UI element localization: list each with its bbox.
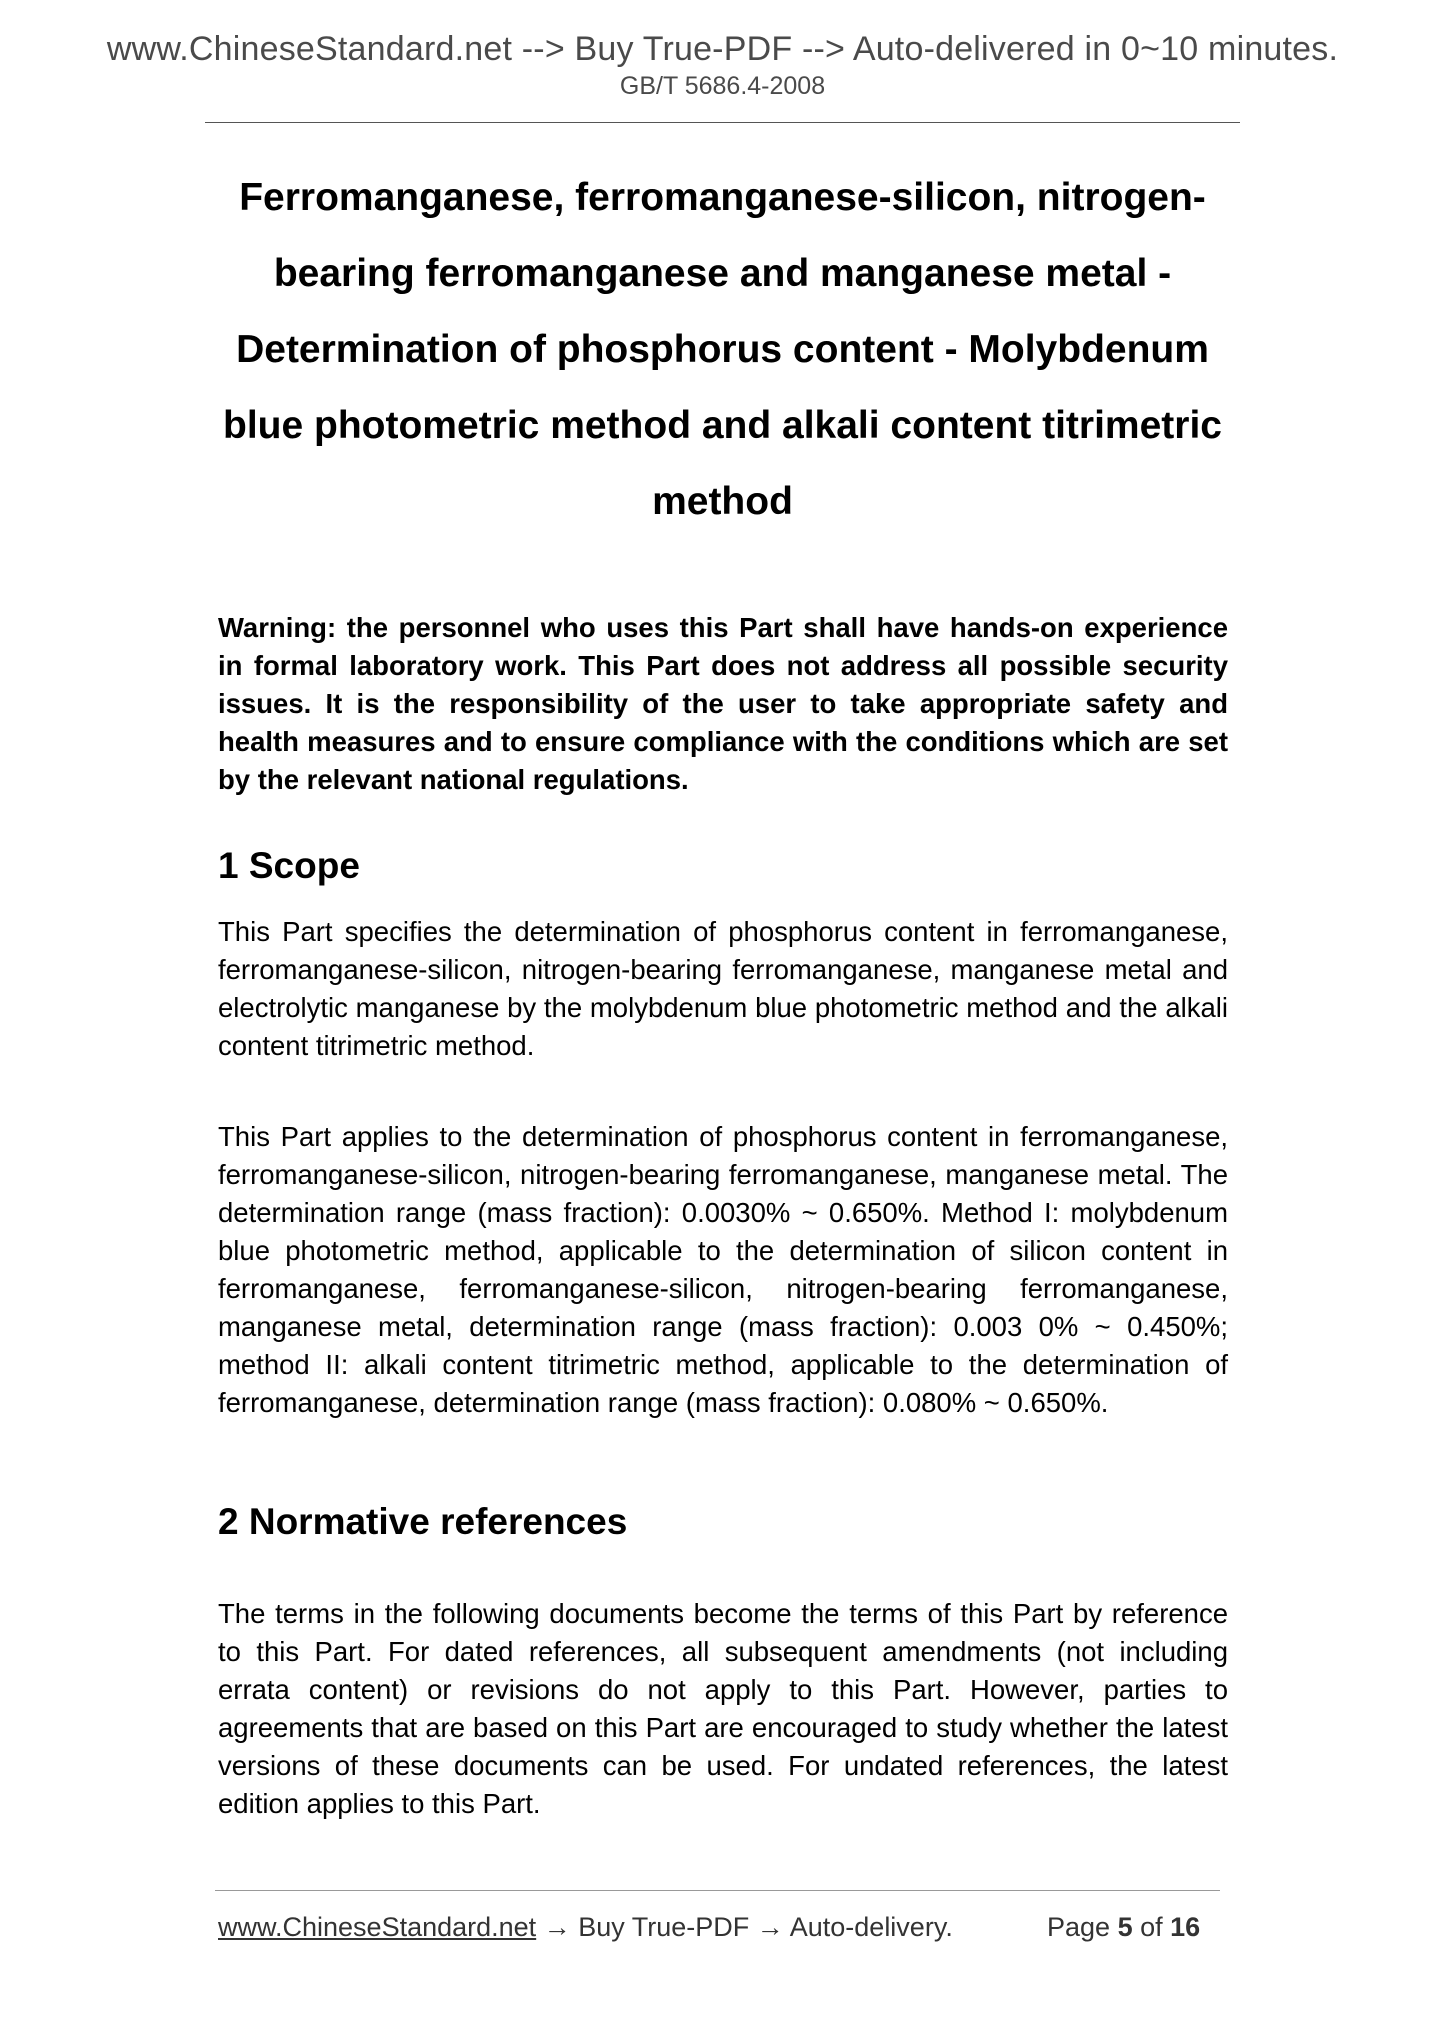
footer-promo <box>218 1912 953 1943</box>
footer-promo-text: → Buy True-PDF → Auto-delivery. <box>536 1912 953 1942</box>
section-heading-normative-references: 2 Normative references <box>218 1501 628 1542</box>
document-title <box>200 160 1245 540</box>
section-heading-scope: 1 Scope <box>218 845 360 886</box>
current-page-number: 5 <box>1117 1912 1133 1942</box>
title-line: bearing ferromanganese and manganese metal - <box>273 252 1172 295</box>
page-indicator <box>1047 1912 1200 1943</box>
standard-code: GB/T 5686.4-2008 <box>619 72 826 100</box>
title-line: Ferromanganese, ferromanganese-silicon, nitrogen- <box>239 176 1206 219</box>
title-line: method <box>652 480 793 523</box>
scope-paragraph-1: This Part specifies the determination of phosphorus content in ferromanganese, ferromanganese-silicon, nitrogen-bearing ferromanganese, manganese metal and electrolytic manganese by the molybdenum blue photometric method and the alkali content titrimetric method. <box>218 916 1228 1061</box>
title-line: Determination of phosphorus content - Molybdenum <box>236 328 1209 371</box>
normative-paragraph: The terms in the following documents become the terms of this Part by reference to this Part. For dated references, all subsequent amendments (not including errata content) or revisions do not apply to this Part. However, parties to agreements that are based on this Part are encouraged to study whether the latest versions of these documents can be used. For undated references, the latest edition applies to this Part. <box>218 1598 1228 1819</box>
title-line: blue photometric method and alkali content titrimetric <box>223 404 1222 447</box>
warning-paragraph: Warning: the personnel who uses this Part shall have hands-on experience in formal laboratory work. This Part does not address all possible security issues. It is the responsibility of the user to take appropriate safety and health measures and to ensure compliance with the conditions which are set by the relevant national regulations. <box>218 612 1228 795</box>
header-banner: www.ChineseStandard.net --> Buy True-PDF --> Auto-delivered in 0~10 minutes. <box>106 30 1339 68</box>
page-label: Page <box>1047 1912 1118 1942</box>
total-pages: 16 <box>1170 1912 1201 1942</box>
scope-paragraph-2: This Part applies to the determination of phosphorus content in ferromanganese, ferromanganese-silicon, nitrogen-bearing ferromanganese, manganese metal. The determination range (mass fraction): 0.0030% ~ 0.650%. Method I: molybdenum blue photometric method, applicable to the determination of silicon content in ferromanganese, ferromanganese-silicon, nitrogen-bearing ferromanganese, manganese metal, determination range (mass fraction): 0.003 0% ~ 0.450%; method II: alkali content titrimetric method, applicable to the determination of ferromanganese, determination range (mass fraction): 0.080% ~ 0.650%. <box>218 1121 1228 1418</box>
of-label: of <box>1132 1912 1171 1942</box>
footer-divider <box>215 1890 1220 1891</box>
header-divider <box>205 122 1240 123</box>
footer-website-link[interactable]: www.ChineseStandard.net <box>218 1912 537 1942</box>
